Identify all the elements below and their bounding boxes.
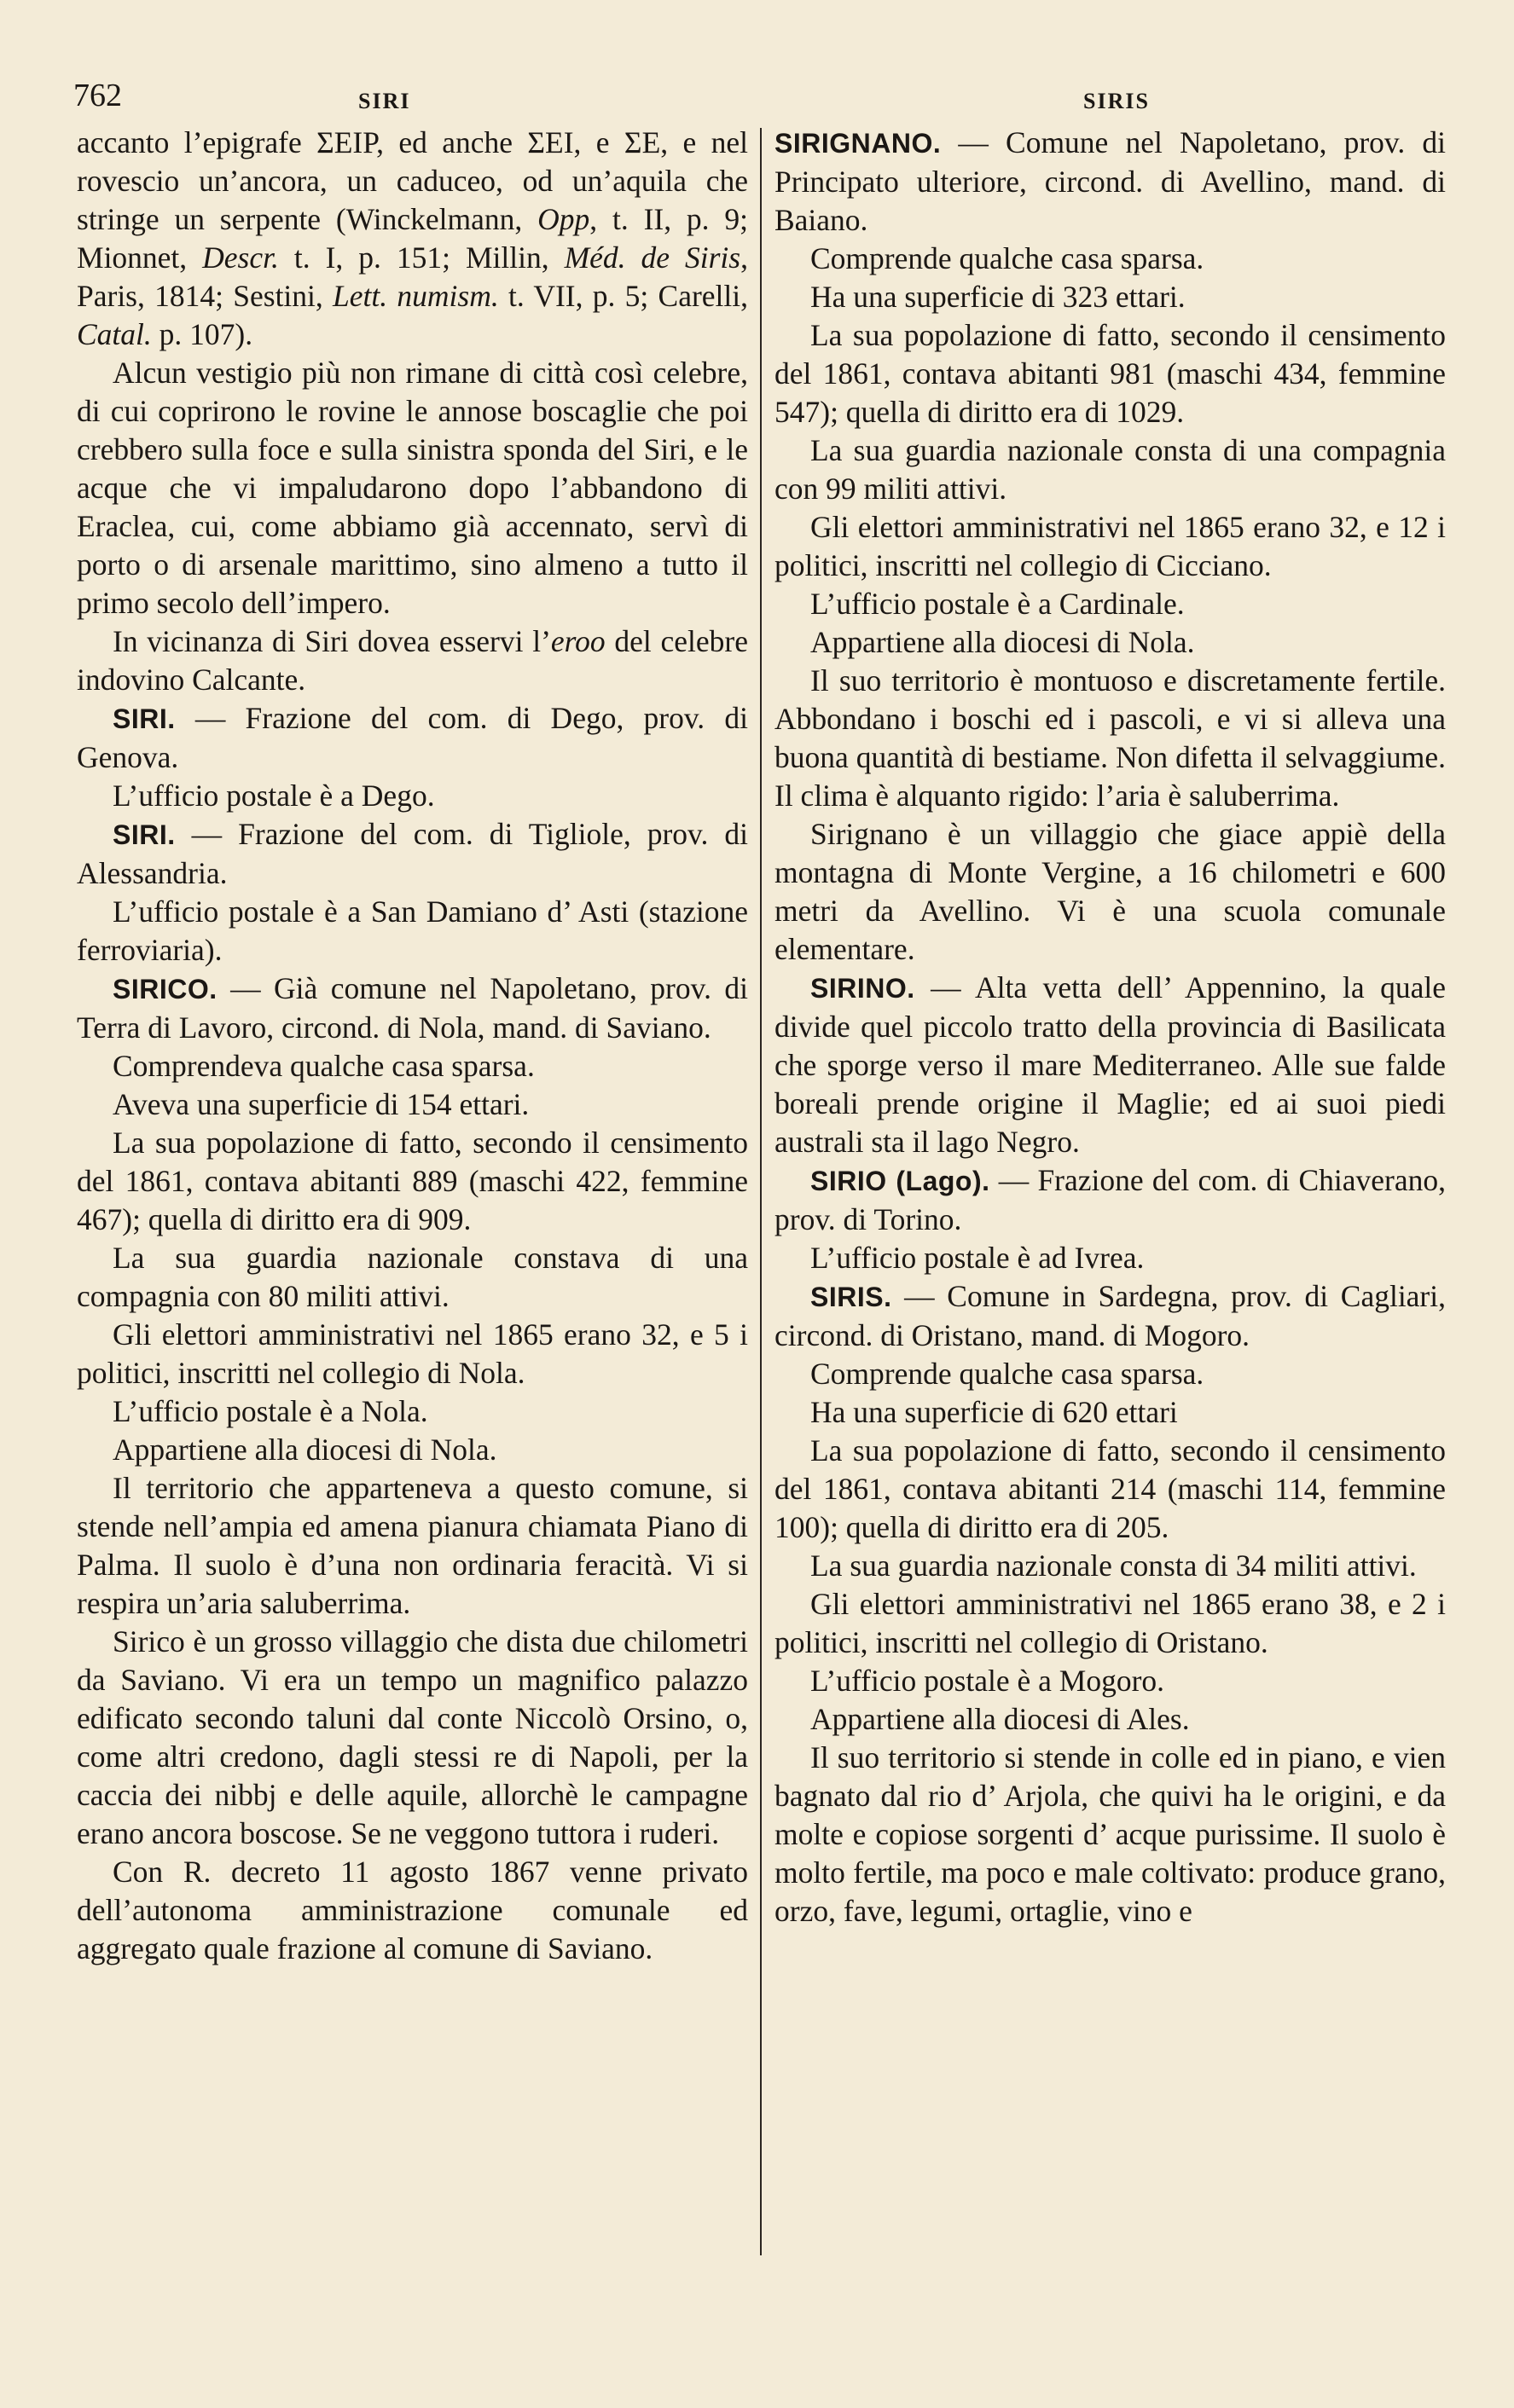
page-number: 762 xyxy=(73,78,122,113)
paragraph: Ha una superficie di 620 ettari xyxy=(810,1395,1178,1429)
running-head-left: SIRI xyxy=(358,89,411,113)
paragraph: Gli elettori amministrativi nel 1865 erano 32, e 5 i politici, inscritti nel collegio di Nola. xyxy=(77,1317,748,1390)
entry-sirignano: SIRIGNANO. — Comune nel Napoletano, prov. di Principato ulteriore, circond. di Avellino, mand. di Baiano. xyxy=(774,125,1446,237)
right-column xyxy=(774,124,1446,1930)
entry-sirio: SIRIO (Lago). — Frazione del com. di Chiaverano, prov. di Torino. xyxy=(774,1163,1446,1236)
paragraph: Comprende qualche casa sparsa. xyxy=(810,1357,1204,1391)
paragraph: Comprendeva qualche casa sparsa. xyxy=(113,1049,535,1083)
paragraph: L’ufficio postale è a Nola. xyxy=(113,1394,428,1428)
paragraph: Sirignano è un villaggio che giace appiè della montagna di Monte Vergine, a 16 chilometri e 600 metri da Avellino. Vi è una scuola comunale elementare. xyxy=(774,817,1446,966)
paragraph: L’ufficio postale è a Mogoro. xyxy=(810,1664,1165,1698)
running-head-right: SIRIS xyxy=(1083,89,1150,113)
headword: SIRI. xyxy=(113,819,176,850)
headword: SIRI. xyxy=(113,703,176,734)
paragraph: La sua popolazione di fatto, secondo il censimento del 1861, contava abitanti 214 (maschi 114, femmine 100); quella di diritto era di 205. xyxy=(774,1433,1446,1544)
paragraph: L’ufficio postale è a Cardinale. xyxy=(810,587,1185,621)
paragraph: La sua guardia nazionale consta di una compagnia con 99 militi attivi. xyxy=(774,433,1446,506)
paragraph: La sua guardia nazionale constava di una compagnia con 80 militi attivi. xyxy=(77,1241,748,1313)
paragraph: L’ufficio postale è ad Ivrea. xyxy=(810,1241,1145,1275)
paragraph: La sua popolazione di fatto, secondo il censimento del 1861, contava abitanti 981 (maschi 434, femmine 547); quella di diritto era di 1029. xyxy=(774,318,1446,429)
entry-siri-dego: SIRI. — Frazione del com. di Dego, prov. di Genova. xyxy=(77,701,748,774)
headword: SIRIO (Lago). xyxy=(810,1166,990,1196)
entry-siri-tigliole: SIRI. — Frazione del com. di Tigliole, prov. di Alessandria. xyxy=(77,817,748,890)
paragraph: Appartiene alla diocesi di Nola. xyxy=(113,1433,497,1467)
entry-siris: SIRIS. — Comune in Sardegna, prov. di Cagliari, circond. di Oristano, mand. di Mogoro. xyxy=(774,1279,1446,1352)
paragraph: Appartiene alla diocesi di Nola. xyxy=(810,625,1195,659)
paragraph: Sirico è un grosso villaggio che dista due chilometri da Saviano. Vi era un tempo un magnifico palazzo edificato secondo taluni dal conte Niccolò Orsino, o, come altri credono, dagli stessi re di Napoli, per la caccia dei nibbj e delle aquile, allorchè le campagne erano ancora boscose. Se ne veggono tuttora i ruderi. xyxy=(77,1624,748,1850)
paragraph: Il territorio che apparteneva a questo comune, si stende nell’ampia ed amena pianura chiamata Piano di Palma. Il suolo è d’una non ordinaria feracità. Vi si respira un’aria saluberrima. xyxy=(77,1471,748,1620)
paragraph: Il suo territorio è montuoso e discretamente fertile. Abbondano i boschi ed i pascoli, e vi si alleva una buona quantità di bestiame. Non difetta il selvaggiume. Il clima è alquanto rigido: l’aria è saluberrima. xyxy=(774,663,1446,813)
headword: SIRIS. xyxy=(810,1282,892,1312)
paragraph: Gli elettori amministrativi nel 1865 erano 38, e 2 i politici, inscritti nel collegio di Oristano. xyxy=(774,1587,1446,1659)
paragraph: Alcun vestigio più non rimane di città così celebre, di cui coprirono le rovine le annose boscaglie che poi crebbero sulla foce e sulla sinistra sponda del Siri, e le acque che vi impaludarono dopo l’abbandono di Eraclea, cui, come abbiamo già accennato, servì di porto o di arsenale marittimo, sino almeno a tutto il primo secolo dell’impero. xyxy=(77,356,748,620)
left-column xyxy=(77,124,748,1968)
paragraph: La sua popolazione di fatto, secondo il censimento del 1861, contava abitanti 889 (maschi 422, femmine 467); quella di diritto era di 909. xyxy=(77,1126,748,1236)
paragraph: Con R. decreto 11 agosto 1867 venne privato dell’autonoma amministrazione comunale ed aggregato quale frazione al comune di Saviano. xyxy=(77,1855,748,1965)
column-divider xyxy=(760,128,762,2255)
paragraph: Comprende qualche casa sparsa. xyxy=(810,241,1204,275)
paragraph: Il suo territorio si stende in colle ed in piano, e vien bagnato dal rio d’ Arjola, che quivi ha le origini, e da molte e copiose sorgenti d’ acque purissime. Il suolo è molto fertile, ma poco e male coltivato: produce grano, orzo, fave, legumi, ortaglie, vino e xyxy=(774,1740,1446,1928)
headword: SIRINO. xyxy=(810,973,915,1004)
paragraph: Ha una superficie di 323 ettari. xyxy=(810,280,1186,314)
paragraph: La sua guardia nazionale consta di 34 militi attivi. xyxy=(810,1548,1417,1583)
paragraph: Aveva una superficie di 154 ettari. xyxy=(113,1087,530,1121)
paragraph: In vicinanza di Siri dovea esservi l’eroo del celebre indovino Calcante. xyxy=(77,624,748,697)
paragraph: L’ufficio postale è a San Damiano d’ Asti (stazione ferroviaria). xyxy=(77,894,748,967)
paragraph: Appartiene alla diocesi di Ales. xyxy=(810,1702,1190,1736)
headword: SIRIGNANO. xyxy=(774,128,942,159)
entry-sirino: SIRINO. — Alta vetta dell’ Appennino, la quale divide quel piccolo tratto della provincia di Basilicata che sporge verso il mare Mediterraneo. Alle sue falde boreali prende origine il Maglie; ed ai suoi piedi australi sta il lago Negro. xyxy=(774,970,1446,1159)
paragraph: L’ufficio postale è a Dego. xyxy=(113,779,435,813)
entry-sirico: SIRICO. — Già comune nel Napoletano, prov. di Terra di Lavoro, circond. di Nola, mand. di Saviano. xyxy=(77,971,748,1045)
paragraph: Gli elettori amministrativi nel 1865 erano 32, e 12 i politici, inscritti nel collegio di Cicciano. xyxy=(774,510,1446,582)
headword: SIRICO. xyxy=(113,974,218,1004)
paragraph: accanto l’epigrafe ΣΕΙΡ, ed anche ΣΕΙ, e ΣΕ, e nel rovescio un’ancora, un caduceo, od un’aquila che stringe un serpente (Winckelmann, Opp, t. II, p. 9; Mionnet, Descr. t. I, p. 151; Millin, Méd. de Siris, Paris, 1814; Sestini, Lett. numism. t. VII, p. 5; Carelli, Catal. p. 107). xyxy=(77,125,749,351)
